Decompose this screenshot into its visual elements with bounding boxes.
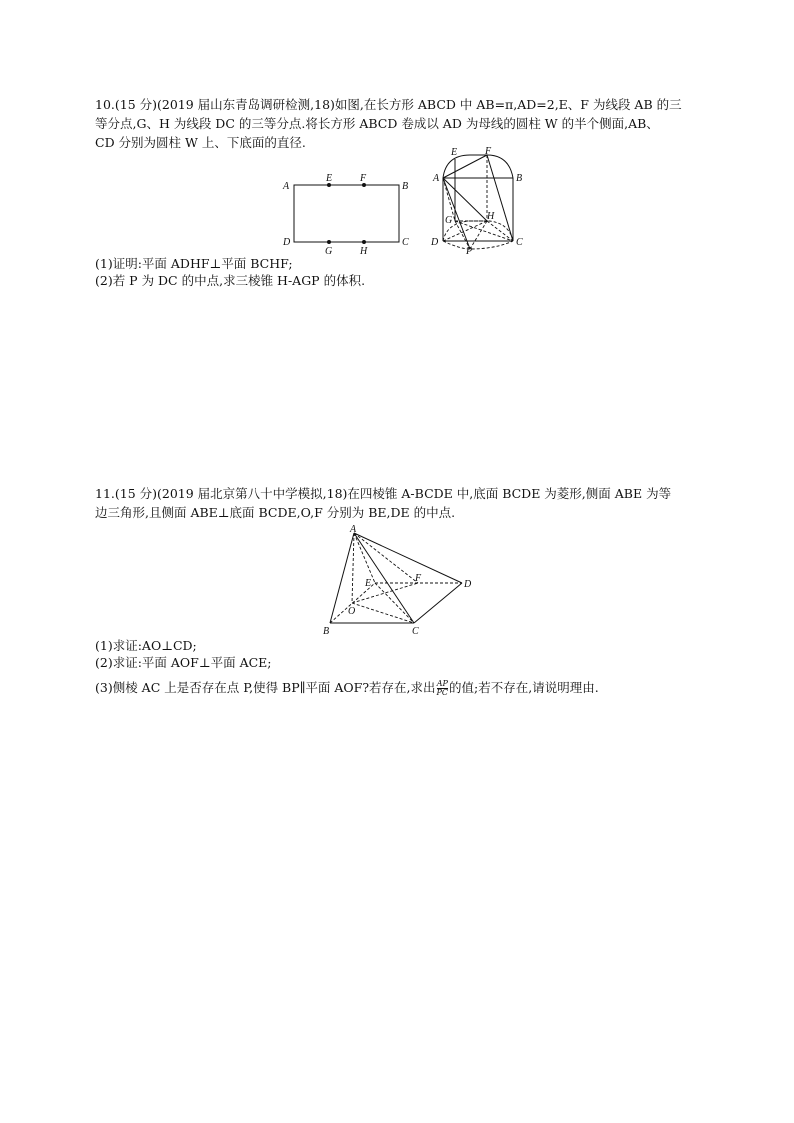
rect-label-G: G bbox=[325, 246, 333, 257]
cyl-label-G: G bbox=[445, 215, 453, 226]
cyl-label-H: H bbox=[487, 211, 495, 222]
problem11-pyramid-figure bbox=[318, 524, 478, 639]
rect-label-D: D bbox=[283, 237, 291, 248]
rect-label-E: E bbox=[326, 173, 333, 184]
pyramid-label-O: O bbox=[348, 606, 356, 617]
problem10-statement-line3: CD 分别为圆柱 W 上、下底面的直径. bbox=[95, 135, 306, 150]
rect-label-H: H bbox=[360, 246, 368, 257]
problem11-question3 bbox=[95, 680, 599, 697]
problem11-question2: (2)求证:平面 AOF⊥平面 ACE; bbox=[95, 655, 272, 670]
cyl-label-A: A bbox=[433, 173, 440, 184]
problem11-question1: (1)求证:AO⊥CD; bbox=[95, 638, 197, 653]
pyramid-label-D: D bbox=[464, 579, 472, 590]
rect-label-C: C bbox=[402, 237, 409, 248]
problem11-question3-start: (3)侧棱 AC 上是否存在点 P,使得 BP∥平面 AOF?若存在,求出 bbox=[95, 680, 436, 695]
pyramid-label-B: B bbox=[323, 626, 330, 637]
pyramid-label-C: C bbox=[412, 626, 419, 637]
problem10-cylinder-figure bbox=[425, 145, 525, 257]
problem10-statement-line1: 10.(15 分)(2019 届山东青岛调研检测,18)如图,在长方形 ABCD 中 AB=π,AD=2,E、F 为线段 AB 的三 bbox=[95, 97, 682, 112]
cyl-label-D: D bbox=[431, 237, 439, 248]
problem11-statement-line1: 11.(15 分)(2019 届北京第八十中学模拟,18)在四棱锥 A-BCDE 中,底面 BCDE 为菱形,侧面 ABE 为等 bbox=[95, 486, 672, 501]
problem10-question2: (2)若 P 为 DC 的中点,求三棱锥 H-AGP 的体积. bbox=[95, 273, 366, 288]
problem11-question3-end: 的值;若不存在,请说明理由. bbox=[449, 680, 599, 695]
pyramid-label-E: E bbox=[365, 578, 372, 589]
cyl-label-E: E bbox=[451, 147, 458, 158]
cyl-label-B: B bbox=[516, 173, 523, 184]
rect-label-F: F bbox=[360, 173, 367, 184]
cyl-label-C: C bbox=[516, 237, 523, 248]
pyramid-label-A: A bbox=[350, 524, 357, 535]
cyl-label-F: F bbox=[485, 146, 492, 157]
ratio-fraction bbox=[437, 680, 449, 697]
pyramid-label-F: F bbox=[415, 573, 422, 584]
problem10-question1: (1)证明:平面 ADHF⊥平面 BCHF; bbox=[95, 256, 293, 271]
fraction-numerator: AP bbox=[436, 679, 448, 688]
cyl-label-P: P bbox=[466, 246, 473, 257]
rect-label-B: B bbox=[402, 181, 409, 192]
problem10-rectangle-figure bbox=[280, 170, 415, 258]
fraction-denominator: PC bbox=[436, 688, 449, 697]
problem11-statement-line2: 边三角形,且侧面 ABE⊥底面 BCDE,O,F 分别为 BE,DE 的中点. bbox=[95, 505, 456, 520]
rect-label-A: A bbox=[283, 181, 290, 192]
problem10-statement-line2: 等分点,G、H 为线段 DC 的三等分点.将长方形 ABCD 卷成以 AD 为母线的圆柱 W 的半个侧面,AB、 bbox=[95, 116, 659, 131]
